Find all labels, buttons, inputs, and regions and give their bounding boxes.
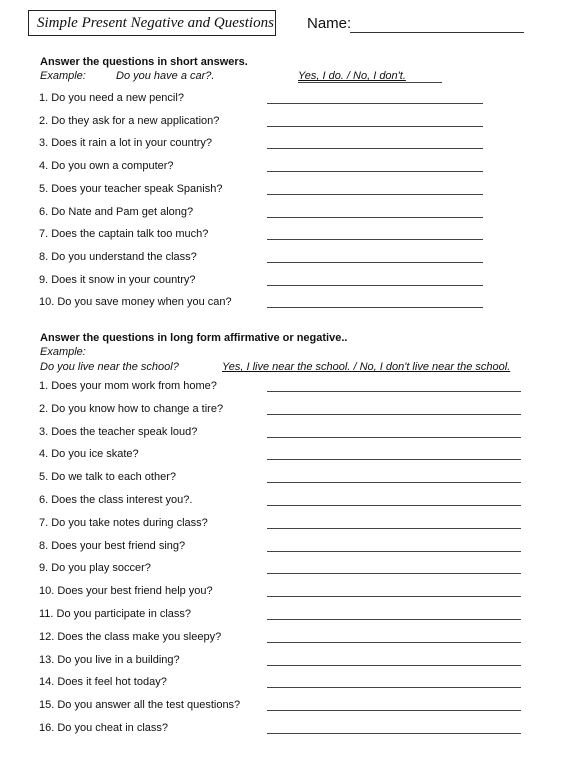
section2-heading: Answer the questions in long form affirmative or negative.. bbox=[40, 332, 348, 344]
section2-answer-line-3[interactable] bbox=[267, 437, 521, 438]
section2-answer-line-11[interactable] bbox=[267, 619, 521, 620]
section1-answer-line-6[interactable] bbox=[267, 217, 483, 218]
section2-answer-line-12[interactable] bbox=[267, 642, 521, 643]
section2-answer-line-2[interactable] bbox=[267, 414, 521, 415]
section1-example-underline bbox=[298, 82, 442, 83]
section1-answer-line-1[interactable] bbox=[267, 103, 483, 104]
worksheet-title-box bbox=[28, 10, 276, 36]
section1-answer-line-2[interactable] bbox=[267, 126, 483, 127]
section2-example-label: Example: bbox=[40, 346, 86, 358]
section1-example-question: Do you have a car?. bbox=[116, 70, 215, 82]
section2-answer-line-9[interactable] bbox=[267, 573, 521, 574]
section1-question-10: 10. Do you save money when you can? bbox=[39, 296, 232, 309]
name-field[interactable] bbox=[350, 32, 524, 33]
section2-question-12: 12. Does the class make you sleepy? bbox=[39, 630, 222, 643]
section1-example-label: Example: bbox=[40, 70, 86, 82]
section1-question-3: 3. Does it rain a lot in your country? bbox=[39, 137, 213, 150]
section2-answer-line-6[interactable] bbox=[267, 505, 521, 506]
section2-answer-line-8[interactable] bbox=[267, 551, 521, 552]
section1-question-4: 4. Do you own a computer? bbox=[39, 160, 174, 173]
section2-question-7: 7. Do you take notes during class? bbox=[39, 516, 208, 529]
section2-question-6: 6. Does the class interest you?. bbox=[39, 494, 193, 506]
section2-question-10: 10. Does your best friend help you? bbox=[39, 585, 213, 598]
section2-question-15: 15. Do you answer all the test questions? bbox=[39, 699, 241, 712]
section1-question-7: 7. Does the captain talk too much? bbox=[39, 228, 209, 241]
section1-answer-line-4[interactable] bbox=[267, 171, 483, 172]
section2-question-5: 5. Do we talk to each other? bbox=[39, 471, 176, 484]
section2-question-8: 8. Does your best friend sing? bbox=[39, 539, 186, 552]
worksheet-title: Simple Present Negative and Questions bbox=[37, 15, 274, 31]
section2-answer-line-16[interactable] bbox=[267, 733, 521, 734]
section1-question-8: 8. Do you understand the class? bbox=[39, 250, 197, 263]
section1-question-5: 5. Does your teacher speak Spanish? bbox=[39, 182, 223, 195]
section1-question-1: 1. Do you need a new pencil? bbox=[39, 92, 184, 104]
section1-example-answer: Yes, I do. / No, I don't. bbox=[298, 70, 406, 82]
section1-question-2: 2. Do they ask for a new application? bbox=[39, 114, 220, 127]
section2-answer-line-5[interactable] bbox=[267, 482, 521, 483]
section1-answer-line-10[interactable] bbox=[267, 307, 483, 308]
section1-answer-line-7[interactable] bbox=[267, 239, 483, 240]
section2-answer-line-4[interactable] bbox=[267, 459, 521, 460]
section2-question-13: 13. Do you live in a building? bbox=[39, 653, 180, 666]
section2-example-answer: Yes, I live near the school. / No, I don't live near the school. bbox=[222, 361, 511, 373]
section2-question-14: 14. Does it feel hot today? bbox=[39, 676, 167, 689]
section1-question-6: 6. Do Nate and Pam get along? bbox=[39, 205, 194, 218]
section1-heading: Answer the questions in short answers. bbox=[40, 56, 248, 68]
section2-answer-line-15[interactable] bbox=[267, 710, 521, 711]
section2-answer-line-10[interactable] bbox=[267, 596, 521, 597]
section2-example-question: Do you live near the school? bbox=[40, 361, 179, 373]
section2-question-1: 1. Does your mom work from home? bbox=[39, 380, 217, 392]
section1-answer-line-8[interactable] bbox=[267, 262, 483, 263]
section2-answer-line-14[interactable] bbox=[267, 687, 521, 688]
name-label: Name: bbox=[307, 15, 352, 32]
section2-answer-line-13[interactable] bbox=[267, 665, 521, 666]
section2-question-16: 16. Do you cheat in class? bbox=[39, 722, 169, 734]
section2-question-2: 2. Do you know how to change a tire? bbox=[39, 402, 224, 415]
section1-answer-line-5[interactable] bbox=[267, 194, 483, 195]
section2-question-4: 4. Do you ice skate? bbox=[39, 448, 139, 461]
section2-question-11: 11. Do you participate in class? bbox=[39, 608, 192, 620]
section1-question-9: 9. Does it snow in your country? bbox=[39, 273, 196, 286]
section2-answer-line-1[interactable] bbox=[267, 391, 521, 392]
section1-answer-line-3[interactable] bbox=[267, 148, 483, 149]
section2-question-3: 3. Does the teacher speak loud? bbox=[39, 425, 198, 438]
section2-answer-line-7[interactable] bbox=[267, 528, 521, 529]
section1-answer-line-9[interactable] bbox=[267, 285, 483, 286]
section2-question-9: 9. Do you play soccer? bbox=[39, 562, 151, 575]
